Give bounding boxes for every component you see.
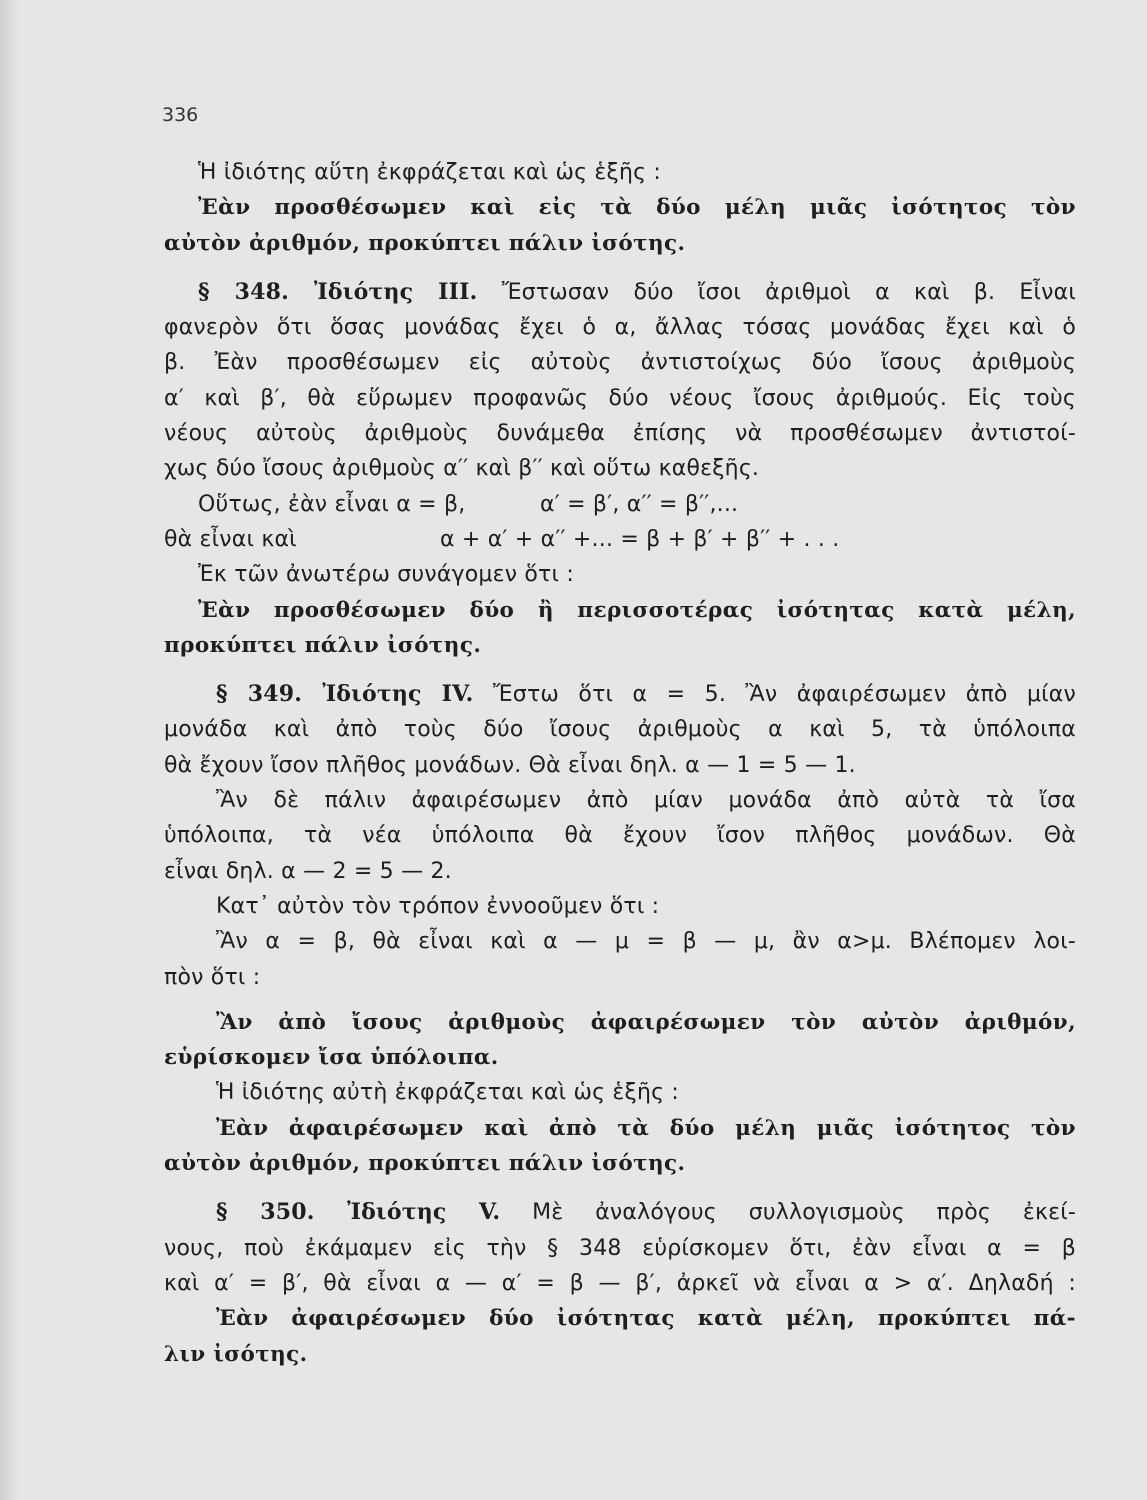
paragraph-line: Ἡ ἰδιότης αὐτὴ ἐκφράζεται καὶ ὡς ἑξῆς : <box>216 1080 680 1106</box>
equation-left: Οὕτως, ἐὰν εἶναι α = β, <box>198 491 466 517</box>
paragraph-line: πὸν ὅτι : <box>164 964 261 990</box>
bold-rule-line: προκύπτει πάλιν ἰσότης. <box>164 632 482 658</box>
paragraph-line: ὑπόλοιπα, τὰ νέα ὑπόλοιπα θὰ ἔχουν ἴσον πλῆθος μονάδων. Θὰ <box>164 823 1076 849</box>
paragraph-line: χως δύο ἴσους ἀριθμοὺς α′′ καὶ β′′ καὶ οὕτω καθεξῆς. <box>164 456 760 482</box>
bold-rule-line: εὑρίσκομεν ἴσα ὑπόλοιπα. <box>164 1045 499 1071</box>
section-348-first-line <box>164 275 1076 310</box>
paragraph-line: μονάδα καὶ ἀπὸ τοὺς δύο ἴσους ἀριθμοὺς α καὶ 5, τὰ ὑπόλοιπα <box>164 717 1076 743</box>
equation-left: θὰ εἶναι καὶ <box>164 526 297 552</box>
equation-line <box>164 487 1076 522</box>
paragraph-line: εἶναι δηλ. α — 2 = 5 — 2. <box>164 858 452 884</box>
page-edge <box>0 0 18 1500</box>
paragraph-line: νους, ποὺ ἐκάμαμεν εἰς τὴν § 348 εὑρίσκομεν ὅτι, ἐὰν εἶναι α = β <box>164 1235 1076 1261</box>
bold-rule-line: Ἐὰν προσθέσωμεν δύο ἢ περισσοτέρας ἰσότητας κατὰ μέλη, <box>198 597 1076 623</box>
section-350-first-line <box>164 1195 1076 1230</box>
paragraph-line: Κατ᾽ αὐτὸν τὸν τρόπον ἐννοοῦμεν ὅτι : <box>216 893 660 919</box>
section-348-text: Ἔστωσαν δύο ἴσοι ἀριθμοὶ α καὶ β. Εἶναι <box>501 279 1076 305</box>
paragraph-line: β. Ἐὰν προσθέσωμεν εἰς αὐτοὺς ἀντιστοίχως δύο ἴσους ἀριθμοὺς <box>164 350 1076 376</box>
page-body <box>164 155 1076 1372</box>
bold-rule-line: Ἂν ἀπὸ ἴσους ἀριθμοὺς ἀφαιρέσωμεν τὸν αὐτὸν ἀριθμόν, <box>216 1009 1076 1035</box>
section-348-heading: § 348. Ἰδιότης III. <box>198 278 478 305</box>
bold-rule-line: Ἐὰν ἀφαιρέσωμεν καὶ ἀπὸ τὰ δύο μέλη μιᾶς ἰσότητος τὸν <box>216 1115 1076 1141</box>
bold-rule-line: λιν ἰσότης. <box>164 1341 308 1367</box>
equation-right: α′ = β′, α′′ = β′′,... <box>540 491 739 517</box>
paragraph-line: Ἂν α = β, θὰ εἶναι καὶ α — μ = β — μ, ἂν α>μ. Βλέπομεν λοι- <box>216 929 1076 955</box>
paragraph-line: Ἂν δὲ πάλιν ἀφαιρέσωμεν ἀπὸ μίαν μονάδα ἀπὸ αὐτὰ τὰ ἴσα <box>216 788 1076 814</box>
paragraph-line: καὶ α′ = β′, θὰ εἶναι α — α′ = β — β′, ἀρκεῖ νὰ εἶναι α > α′. Δηλαδή : <box>164 1270 1076 1296</box>
bold-rule-line: αὐτὸν ἀριθμόν, προκύπτει πάλιν ἰσότης. <box>164 230 686 256</box>
paragraph-line: Ἐκ τῶν ἀνωτέρω συνάγομεν ὅτι : <box>198 562 574 588</box>
paragraph-line: α′ καὶ β′, θὰ εὕρωμεν προφανῶς δύο νέους ἴσους ἀριθμούς. Εἰς τοὺς <box>164 385 1076 411</box>
section-349-text: Ἔστω ὅτι α = 5. Ἂν ἀφαιρέσωμεν ἀπὸ μίαν <box>492 682 1076 708</box>
paragraph-line: θὰ ἔχουν ἴσον πλῆθος μονάδων. Θὰ εἶναι δηλ. α — 1 = 5 — 1. <box>164 752 856 778</box>
section-350-heading: § 350. Ἰδιότης V. <box>216 1199 501 1226</box>
section-349-heading: § 349. Ἰδιότης IV. <box>216 681 474 708</box>
equation-line <box>164 522 1076 557</box>
paragraph-line: Ἡ ἰδιότης αὕτη ἐκφράζεται καὶ ὡς ἑξῆς : <box>198 160 662 185</box>
bold-rule-line: Ἐὰν προσθέσωμεν καὶ εἰς τὰ δύο μέλη μιᾶς ἰσότητος τὸν <box>198 195 1076 221</box>
page-number: 336 <box>162 104 199 126</box>
section-350-text: Μὲ ἀναλόγους συλλογισμοὺς πρὸς ἐκεί- <box>532 1200 1076 1226</box>
paragraph-line: νέους αὐτοὺς ἀριθμοὺς δυνάμεθα ἐπίσης νὰ προσθέσωμεν ἀντιστοί- <box>164 421 1076 447</box>
equation-right: α + α′ + α′′ +... = β + β′ + β′′ + . . . <box>440 526 840 552</box>
bold-rule-line: Ἐὰν ἀφαιρέσωμεν δύο ἰσότητας κατὰ μέλη, προκύπτει πά- <box>216 1306 1076 1332</box>
bold-rule-line: αὐτὸν ἀριθμόν, προκύπτει πάλιν ἰσότης. <box>164 1151 686 1177</box>
paragraph-line: φανερὸν ὅτι ὅσας μονάδας ἔχει ὁ α, ἄλλας τόσας μονάδας ἔχει καὶ ὁ <box>164 315 1076 341</box>
section-349-first-line <box>164 677 1076 712</box>
